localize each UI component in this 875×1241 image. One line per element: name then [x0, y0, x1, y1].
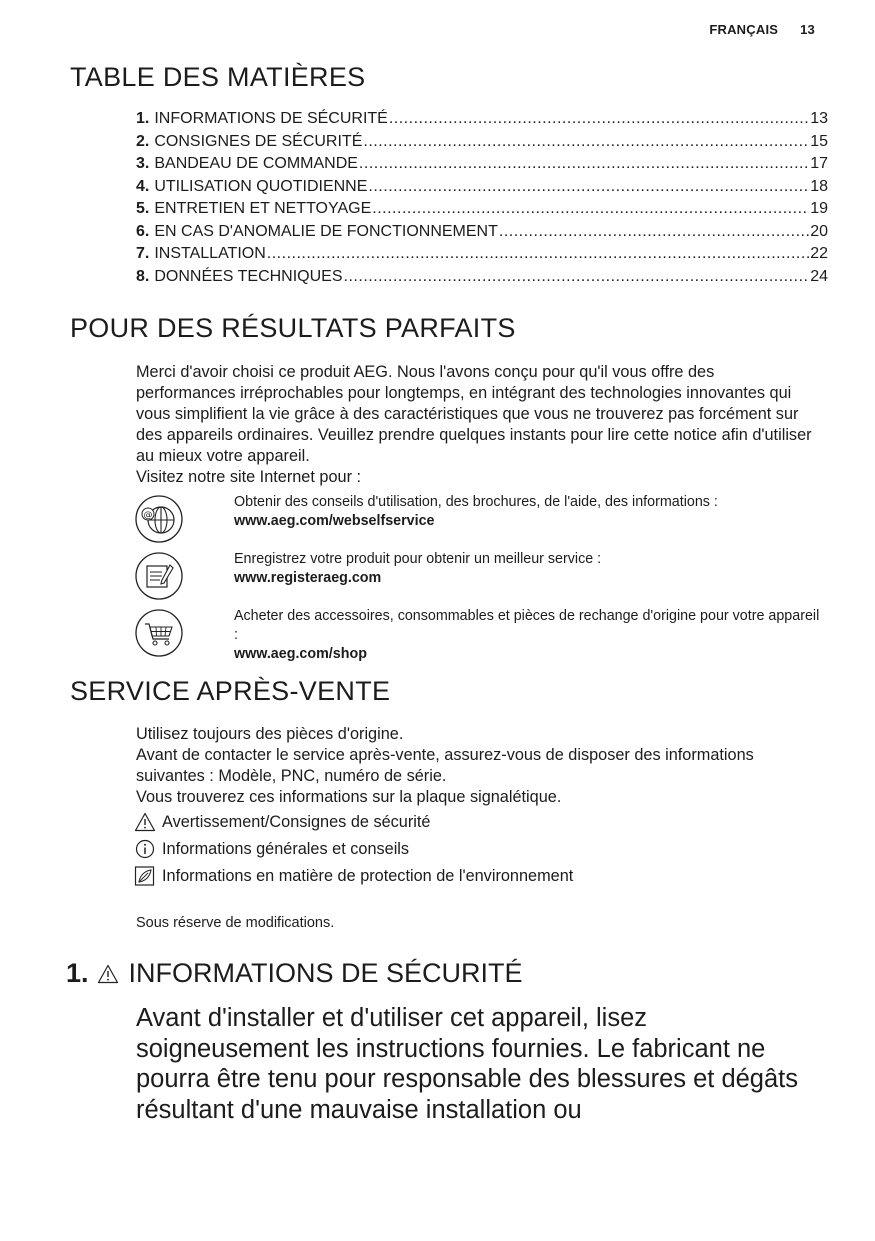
section-title-text: INFORMATIONS DE SÉCURITÉ	[128, 958, 523, 988]
toc-item-label: BANDEAU DE COMMANDE	[154, 155, 358, 172]
toc-item-page: 24	[810, 267, 828, 285]
toc-item[interactable]: 8. DONNÉES TECHNIQUES ..... 24	[136, 268, 828, 291]
symbol-label: Avertissement/Consignes de sécurité	[162, 812, 431, 831]
toc-item-label: ENTRETIEN ET NETTOYAGE	[154, 200, 372, 217]
symbol-label: Informations générales et conseils	[162, 839, 410, 858]
toc-item-label: CONSIGNES DE SÉCURITÉ	[154, 132, 363, 150]
toc-item-page: 22	[810, 245, 828, 262]
toc-item-label: DONNÉES TECHNIQUES	[154, 267, 343, 285]
link-url[interactable]: www.aeg.com/webselfservice	[234, 513, 435, 529]
link-description: Enregistrez votre produit pour obtenir un meilleur service :	[234, 551, 602, 567]
warning-icon	[134, 812, 156, 832]
toc-title: TABLE DES MATIÈRES	[70, 62, 366, 92]
toc-item[interactable]: 5. ENTRETIEN ET NETTOYAGE ..... 19	[136, 200, 828, 223]
globe-at-icon	[134, 494, 184, 544]
page-number: 13	[800, 22, 815, 37]
symbol-info	[134, 839, 409, 859]
modification-note: Sous réserve de modifications.	[136, 915, 335, 931]
toc-item-page: 15	[810, 132, 828, 150]
service-line-2: Avant de contacter le service après-vente, assurez-vous de disposer des informations suivantes : Modèle, PNC, numéro de série.	[136, 746, 754, 785]
toc-item[interactable]: 3. BANDEAU DE COMMANDE ..... 17	[136, 155, 828, 178]
toc-item-label: EN CAS D'ANOMALIE DE FONCTIONNEMENT	[154, 222, 498, 240]
toc-item-page: 18	[810, 177, 828, 195]
toc-item[interactable]: 2. CONSIGNES DE SÉCURITÉ ..... 15	[136, 133, 828, 156]
results-visit-text: Visitez notre site Internet pour :	[136, 468, 362, 486]
symbol-environment	[134, 866, 573, 886]
toc-item-label: UTILISATION QUOTIDIENNE	[154, 177, 368, 195]
safety-section-title	[66, 958, 523, 989]
toc-item-page: 17	[810, 155, 828, 172]
toc-item[interactable]: 6. EN CAS D'ANOMALIE DE FONCTIONNEMENT ..... 20	[136, 223, 828, 246]
toc-item[interactable]: 4. UTILISATION QUOTIDIENNE ..... 18	[136, 178, 828, 201]
info-icon	[134, 839, 156, 859]
svg-text:@: @	[143, 510, 153, 521]
results-title: POUR DES RÉSULTATS PARFAITS	[70, 313, 516, 343]
toc-item-label: INFORMATIONS DE SÉCURITÉ	[154, 110, 388, 127]
service-line-1: Utilisez toujours des pièces d'origine.	[136, 725, 404, 743]
toc-item-label: INSTALLATION	[154, 245, 266, 262]
results-intro-text: Merci d'avoir choisi ce produit AEG. Nous l'avons conçu pour qu'il vous offre des performances irréprochables pour longtemps, en intégrant des technologies innovantes qui vous simplifient la vie grâce à des caractéristiques que vous ne trouverez pas forcément sur des appareils ordinaires. Veuillez prendre quelques instants pour lire cette notice afin d'utiliser au mieux votre appareil.	[136, 363, 812, 465]
service-text	[136, 724, 816, 808]
section-number: 1.	[66, 958, 89, 988]
results-intro	[136, 362, 816, 488]
safety-intro: Avant d'installer et d'utiliser cet appareil, lisez soigneusement les instructions fournies. Le fabricant ne pourra être tenu pour responsable des blessures et dégâts résultant d'une mauvaise installation ou	[136, 1004, 799, 1124]
register-icon	[134, 551, 184, 601]
link-description: Acheter des accessoires, consommables et pièces de rechange d'origine pour votre appareil :	[234, 608, 820, 643]
shopping-cart-icon	[134, 608, 184, 658]
language-label: FRANÇAIS	[709, 22, 779, 37]
toc-item[interactable]: 7. INSTALLATION ..... 22	[136, 245, 828, 268]
link-url[interactable]: www.registeraeg.com	[234, 570, 382, 586]
toc-item[interactable]: 1. INFORMATIONS DE SÉCURITÉ ..... 13	[136, 110, 828, 133]
table-of-contents	[136, 110, 828, 290]
symbol-warning	[134, 812, 430, 832]
leaf-icon	[134, 866, 156, 886]
toc-item-page: 13	[810, 110, 828, 127]
link-url[interactable]: www.aeg.com/shop	[234, 646, 367, 662]
service-title: SERVICE APRÈS-VENTE	[70, 676, 391, 706]
service-line-3: Vous trouverez ces informations sur la plaque signalétique.	[136, 788, 562, 806]
toc-item-page: 20	[810, 222, 828, 240]
warning-icon	[97, 964, 119, 984]
toc-item-page: 19	[810, 200, 828, 217]
link-description: Obtenir des conseils d'utilisation, des brochures, de l'aide, des informations :	[234, 494, 718, 510]
symbol-label: Informations en matière de protection de l'environnement	[162, 866, 574, 885]
page-header	[709, 22, 815, 37]
